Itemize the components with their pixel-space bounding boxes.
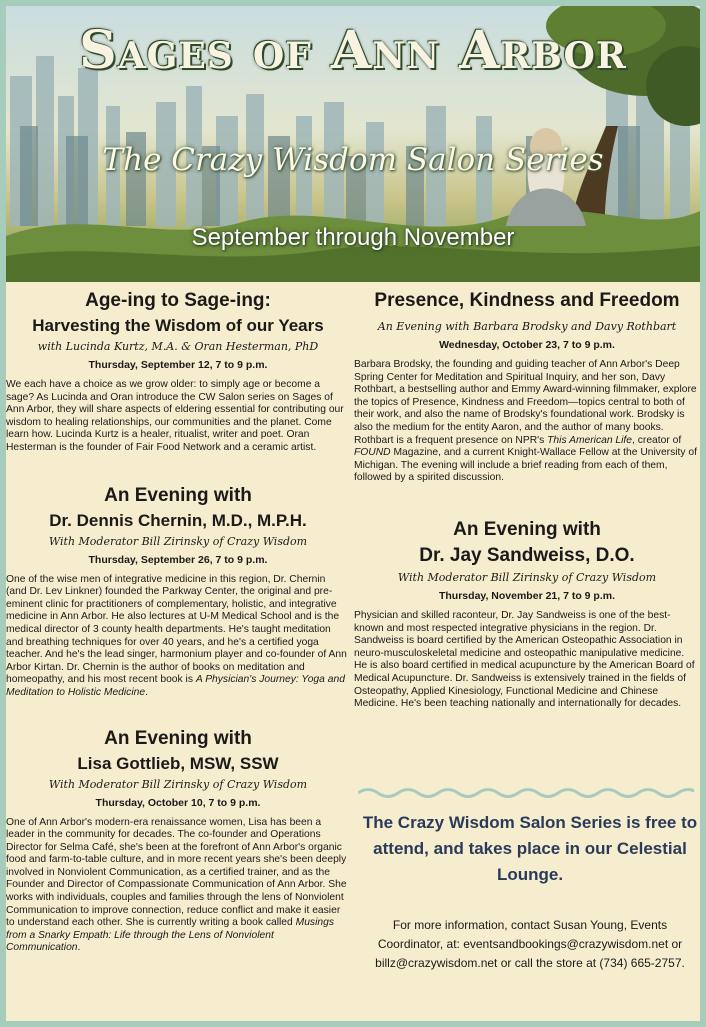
description-end: .: [145, 686, 148, 698]
event-title: Presence, Kindness and Freedom: [374, 290, 680, 311]
description-text: One of the wise men of integrative medicine in this region, Dr. Chernin (and Dr. Lev Linkner) founded the Parkway Center, the original and pre-eminent clinic for practitioners of complementary, holistic, and integrative medicine in Ann Arbor. He also lectures at U-M Medical School and is the medical director of 3 county health departments. He's taught meditation and breathing techniques for over 40 years, and he's a certified yoga teacher. And he's the lead singer, harmonium player and co-founder of Ann Arbor Kirtan. Dr. Chernin is the author of books on meditation and homeopathy, and his most recent book is: [6, 573, 347, 686]
event-sandweiss: [354, 517, 700, 711]
event-title: An Evening with: [104, 727, 252, 749]
event-gottlieb: [6, 726, 350, 956]
description-text: Barbara Brodsky, the founding and guiding teacher of Ann Arbor's Deep Spring Center for Meditation and Spiritual Inquiry, and her son, Davy Rothbart, a bestselling author and Emmy Award-winning filmmaker, explore the topics of Presence, Kindness and Freedom—topics central to both of their work, and also the name of Brodsky's foundational work. Brodsky is also the medium for the entity Aaron, and the author of many books. Rothbart is a frequent presence on NPR's: [354, 359, 697, 446]
event-brodsky-rothbart: [354, 288, 700, 485]
event-time: Thursday, September 12, 7 to 9 p.m.: [88, 359, 268, 371]
magazine-title: FOUND: [354, 447, 391, 459]
left-column: [6, 288, 350, 955]
contact-info: For more information, contact Susan Young, Events Coordinator, at: eventsandbookings@crazywisdom.net or billz@crazywisdom.net or call the store at (734) 665-2757.: [375, 918, 685, 970]
event-time: Thursday, September 26, 7 to 9 p.m.: [88, 553, 268, 566]
right-column: [354, 288, 700, 711]
event-subtitle: Harvesting the Wisdom of our Years: [32, 316, 324, 335]
book-title: A Physician's Journey: Yoga and Meditation to Holistic Medicine: [6, 674, 345, 698]
event-description: [6, 817, 350, 956]
event-title: An Evening with: [453, 518, 601, 540]
event-time: Wednesday, October 23, 7 to 9 p.m.: [439, 339, 615, 351]
event-speaker: Lisa Gottlieb, MSW, SSW: [77, 753, 279, 773]
event-description: We each have a choice as we grow older: to simply age or become a sage? As Lucinda and Oran introduce the CW Salon series on Sages of Ann Arbor, they will share aspects of eldering essential for contributing our wisdom to healing relationships, our communities and the planet. Come learn how. Lucinda Kurtz is a healer, ritualist, writer and poet. Oran Hesterman is the founder of Fair Food Network and a ceramic artist.: [6, 379, 344, 453]
event-moderator: With Moderator Bill Zirinsky of Crazy Wisdom: [397, 570, 657, 584]
show-title: This American Life: [547, 434, 633, 446]
series-dates: September through November: [191, 224, 515, 251]
wave-divider: [358, 786, 694, 800]
series-subtitle: The Crazy Wisdom Salon Series: [102, 142, 604, 178]
event-chernin: [6, 483, 350, 700]
description-end: Magazine, and a current Knight-Wallace Fellow at the University of Michigan. The evening will include a brief reading from each of them, followed by a spirited discussion.: [354, 447, 697, 484]
event-speaker: Dr. Jay Sandweiss, D.O.: [419, 544, 635, 566]
page-title: Sages of Ann Arbor: [79, 20, 627, 81]
event-speaker: Dr. Dennis Chernin, M.D., M.P.H.: [49, 510, 307, 530]
event-presenters: with Lucinda Kurtz, M.A. & Oran Hesterman, PhD: [37, 340, 319, 353]
book-title: Musings from a Snarky Empath: Life through the Lens of Nonviolent Communication: [6, 917, 334, 954]
event-title: Age-ing to Sage-ing:: [85, 290, 271, 311]
description-text: One of Ann Arbor's modern-era renaissance women, Lisa has been a leader in the community for decades. The co-founder and Operations Director for Selma Café, she's been at the forefront of Ann Arbor's organic food and farm-to-table culture, and in more recent years she's been deeply involved in Nonviolent Communication, as a certified trainer, and as the Founder and Director of Compassionate Communication of Ann Arbor. She works with individuals, couples and families through the lens of Nonviolent Communication to improve connection, reduce conflict and make it easier to understand each other. She is currently writing a book called: [6, 816, 347, 929]
event-presenters: An Evening with Barbara Brodsky and Davy Rothbart: [377, 320, 677, 333]
event-sageing: [6, 288, 350, 455]
event-description: Physician and skilled raconteur, Dr. Jay Sandweiss is one of the best-known and most respected integrative physicians in the region. Dr. Sandweiss is board certified by the American Osteopathic Association in neuro-musculoskeletal medicine and osteopathic manipulative medicine. He is also board certified in medical acupuncture by the American Board of Medical Acupuncture. Dr. Sandweiss is extensively trained in the fields of Osteopathy, Applied Kinesiology, Functional Medicine and Chinese Medicine. He's been teaching nationally and internationally for decades.: [354, 609, 695, 710]
event-description: [354, 359, 700, 485]
event-title: An Evening with: [104, 484, 252, 506]
event-moderator: With Moderator Bill Zirinsky of Crazy Wisdom: [48, 534, 308, 548]
event-time: Thursday, November 21, 7 to 9 p.m.: [438, 589, 616, 602]
event-time: Thursday, October 10, 7 to 9 p.m.: [95, 796, 261, 809]
promo-text: The Crazy Wisdom Salon Series is free to attend, and takes place in our Celestial Lounge.: [362, 813, 698, 884]
description-end: .: [77, 942, 81, 954]
hero-banner: [6, 6, 700, 282]
event-moderator: With Moderator Bill Zirinsky of Crazy Wisdom: [48, 777, 308, 791]
event-description: [6, 574, 350, 700]
description-mid: , creator of: [632, 434, 682, 446]
